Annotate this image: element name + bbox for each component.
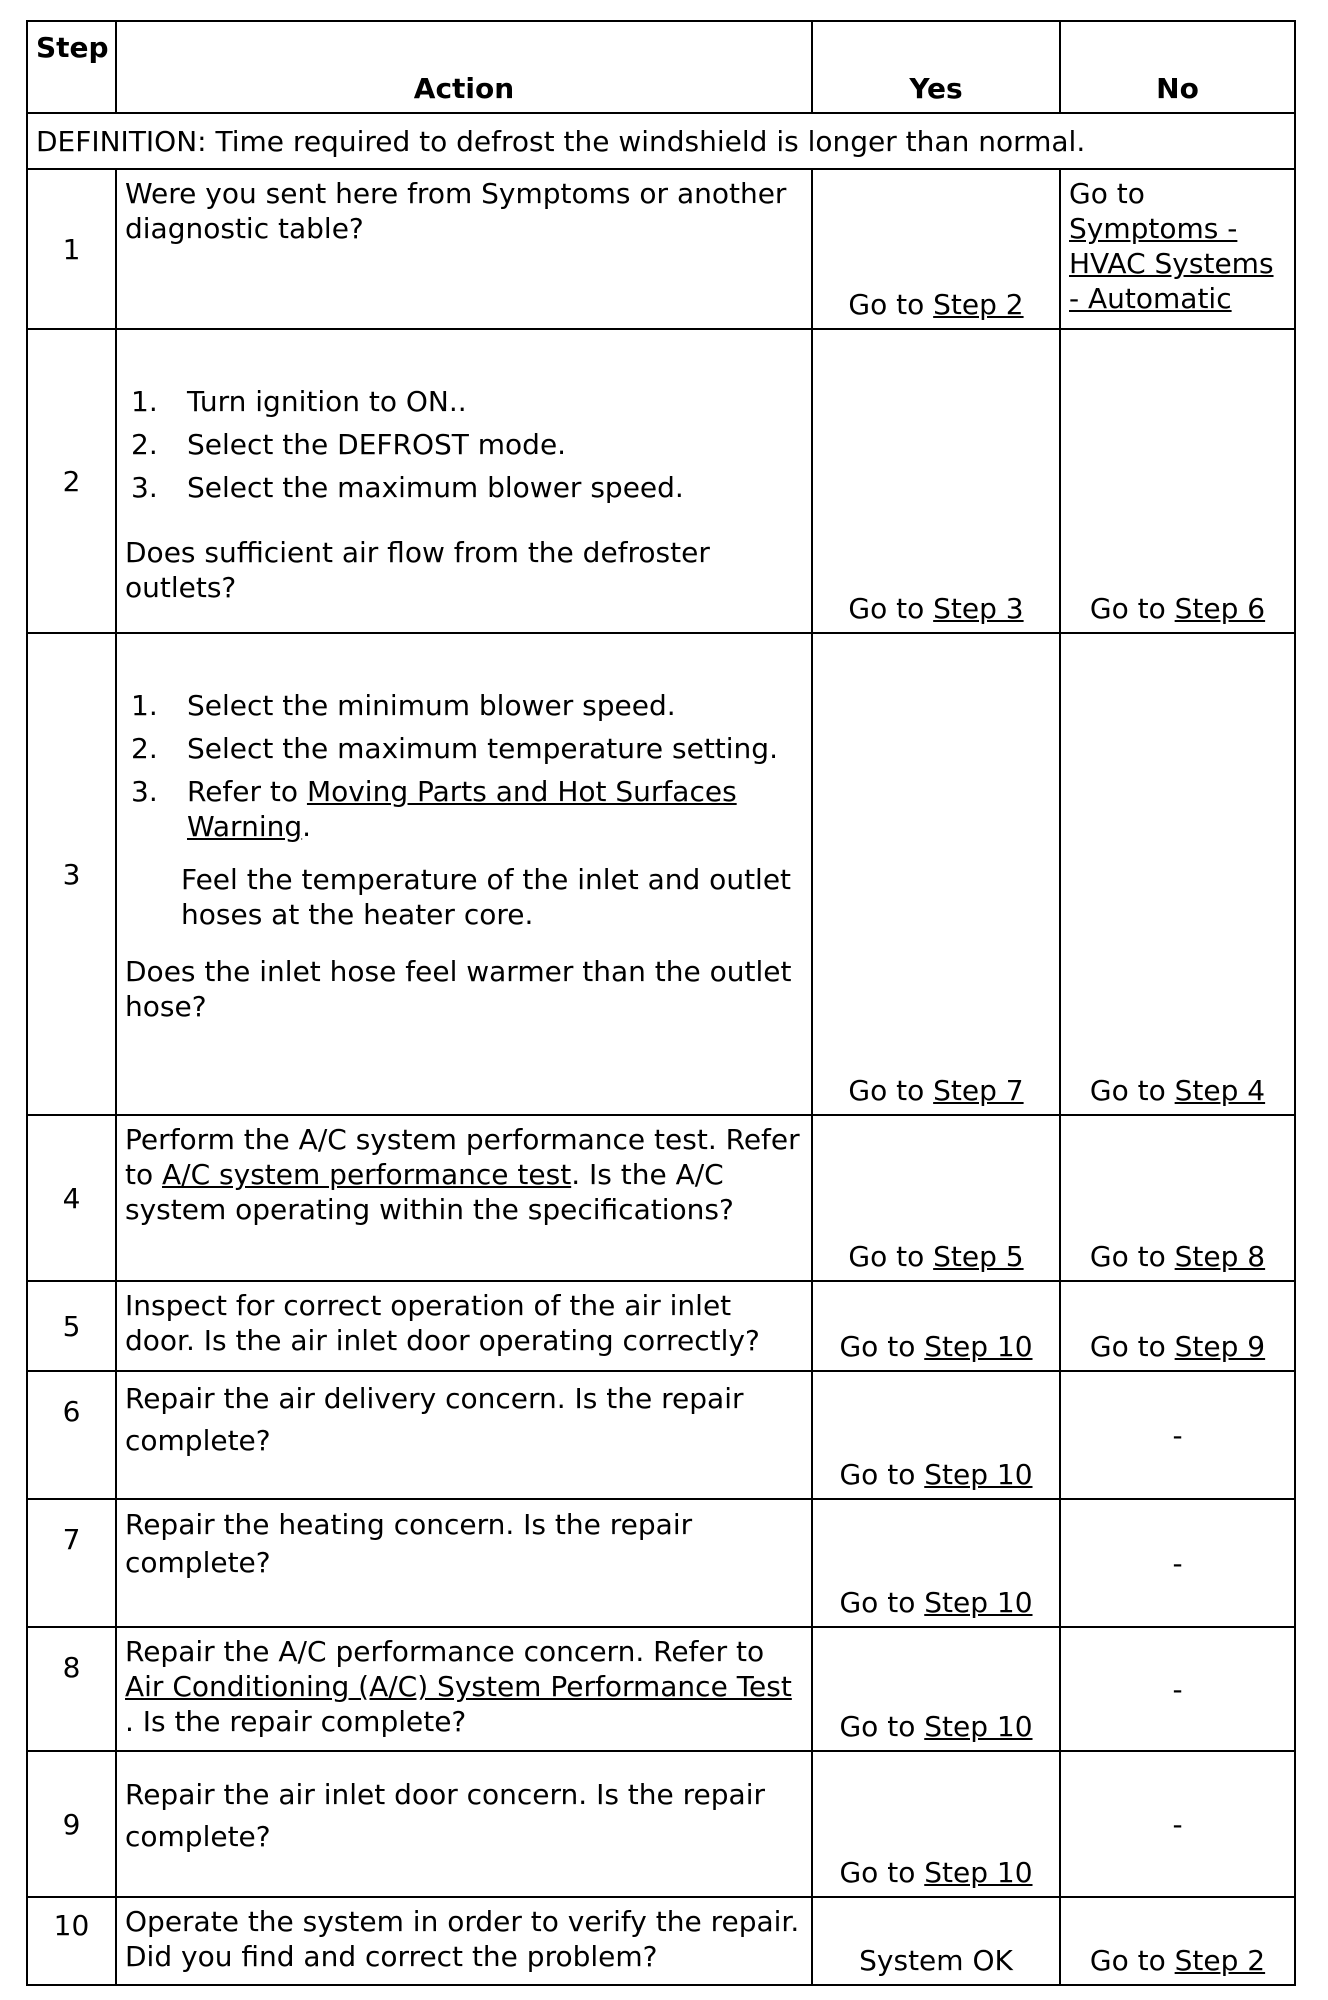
link-step-4[interactable]: Step 4 [1174, 1074, 1266, 1107]
yes-cell: Go to Step 7 [812, 633, 1060, 1115]
yes-cell: Go to Step 5 [812, 1115, 1060, 1281]
yes-cell: Go to Step 10 [812, 1499, 1060, 1627]
note-text: Feel the temperature of the inlet and outlet hoses at the heater core. [181, 863, 792, 931]
action-text: Inspect for correct operation of the air inlet door. Is the air inlet door operating correctly? [116, 1281, 812, 1371]
link-moving-parts-warning[interactable]: Moving Parts and Hot Surfaces Warning [187, 775, 737, 843]
table-row [27, 1751, 1295, 1897]
link-symptoms-hvac[interactable]: Symptoms - HVAC Systems - Automatic [1069, 212, 1274, 315]
step-number: 9 [27, 1751, 116, 1897]
list-item: 2. Select the maximum temperature setting. [131, 732, 778, 765]
no-cell: Go to Symptoms - HVAC Systems - Automatic [1060, 169, 1295, 329]
table-row [27, 1499, 1295, 1627]
yes-cell: Go to Step 3 [812, 329, 1060, 633]
link-step-2[interactable]: Step 2 [933, 288, 1024, 321]
action-text: Repair the heating concern. Is the repair complete? [116, 1499, 812, 1627]
table-row [27, 633, 1295, 1115]
yes-cell: Go to Step 2 [812, 169, 1060, 329]
instruction-list [125, 688, 803, 844]
step-number: 8 [27, 1627, 116, 1751]
step-number: 6 [27, 1371, 116, 1499]
list-item: 1. Select the minimum blower speed. [131, 689, 676, 722]
step-number: 7 [27, 1499, 116, 1627]
list-item: 2. Select the DEFROST mode. [131, 428, 567, 461]
action-text: Perform the A/C system performance test. Refer to A/C system performance test. Is the A/C system operating within the specifications? [116, 1115, 812, 1281]
no-cell: - [1060, 1371, 1295, 1499]
question-text: Does sufficient air flow from the defroster outlets? [125, 536, 710, 604]
yes-cell: Go to Step 10 [812, 1627, 1060, 1751]
header-action: Action [116, 21, 812, 113]
instruction-list [125, 384, 803, 505]
no-cell: Go to Step 2 [1060, 1897, 1295, 1985]
table-row [27, 329, 1295, 633]
table-row [27, 1281, 1295, 1371]
table-row [27, 169, 1295, 329]
question-text: Does the inlet hose feel warmer than the outlet hose? [125, 955, 792, 1023]
yes-cell: Go to Step 10 [812, 1281, 1060, 1371]
step-number: 10 [27, 1897, 116, 1985]
definition-row [27, 113, 1295, 169]
link-step-7[interactable]: Step 7 [933, 1074, 1024, 1107]
yes-cell: Go to Step 10 [812, 1371, 1060, 1499]
step-number: 4 [27, 1115, 116, 1281]
no-cell: - [1060, 1751, 1295, 1897]
link-ac-performance-test[interactable]: A/C system performance test [162, 1158, 572, 1191]
link-step-5[interactable]: Step 5 [933, 1240, 1024, 1273]
action-text: Operate the system in order to verify the repair. Did you find and correct the problem? [116, 1897, 812, 1985]
action-text [116, 633, 812, 1115]
no-cell: - [1060, 1627, 1295, 1751]
action-text: Repair the air inlet door concern. Is the repair complete? [116, 1751, 812, 1897]
link-step-2[interactable]: Step 2 [1174, 1944, 1266, 1977]
list-item: 1. Turn ignition to ON.. [131, 385, 467, 418]
no-cell: - [1060, 1499, 1295, 1627]
action-text [116, 329, 812, 633]
link-step-9[interactable]: Step 9 [1174, 1330, 1266, 1363]
no-cell: Go to Step 6 [1060, 329, 1295, 633]
link-step-10[interactable]: Step 10 [924, 1586, 1033, 1619]
link-step-10[interactable]: Step 10 [924, 1856, 1033, 1889]
list-item: 3. Refer to Moving Parts and Hot Surfaces Warning. [131, 775, 737, 843]
link-step-10[interactable]: Step 10 [924, 1330, 1033, 1363]
action-text: Repair the air delivery concern. Is the repair complete? [116, 1371, 812, 1499]
no-cell: Go to Step 8 [1060, 1115, 1295, 1281]
link-step-10[interactable]: Step 10 [924, 1710, 1033, 1743]
yes-cell: Go to Step 10 [812, 1751, 1060, 1897]
table-row [27, 1115, 1295, 1281]
list-item: 3. Select the maximum blower speed. [131, 471, 684, 504]
link-step-6[interactable]: Step 6 [1174, 592, 1266, 625]
table-row [27, 1897, 1295, 1985]
step-number: 5 [27, 1281, 116, 1371]
diagnostic-table [26, 20, 1296, 1986]
step-number: 3 [27, 633, 116, 1115]
no-cell: Go to Step 9 [1060, 1281, 1295, 1371]
link-step-10[interactable]: Step 10 [924, 1458, 1033, 1491]
link-step-3[interactable]: Step 3 [933, 592, 1024, 625]
header-no: No [1060, 21, 1295, 113]
header-row [27, 21, 1295, 113]
step-number: 1 [27, 169, 116, 329]
link-step-8[interactable]: Step 8 [1174, 1240, 1266, 1273]
definition-text: DEFINITION: Time required to defrost the windshield is longer than normal. [27, 113, 1295, 169]
action-text: Were you sent here from Symptoms or another diagnostic table? [116, 169, 812, 329]
step-number: 2 [27, 329, 116, 633]
action-text: Repair the A/C performance concern. Refer to Air Conditioning (A/C) System Performance Test . Is the repair complete? [116, 1627, 812, 1751]
link-ac-system-performance-test[interactable]: Air Conditioning (A/C) System Performance Test [125, 1670, 792, 1703]
table-row [27, 1627, 1295, 1751]
header-step: Step [27, 21, 116, 113]
yes-cell: System OK [812, 1897, 1060, 1985]
table-row [27, 1371, 1295, 1499]
no-cell: Go to Step 4 [1060, 633, 1295, 1115]
header-yes: Yes [812, 21, 1060, 113]
